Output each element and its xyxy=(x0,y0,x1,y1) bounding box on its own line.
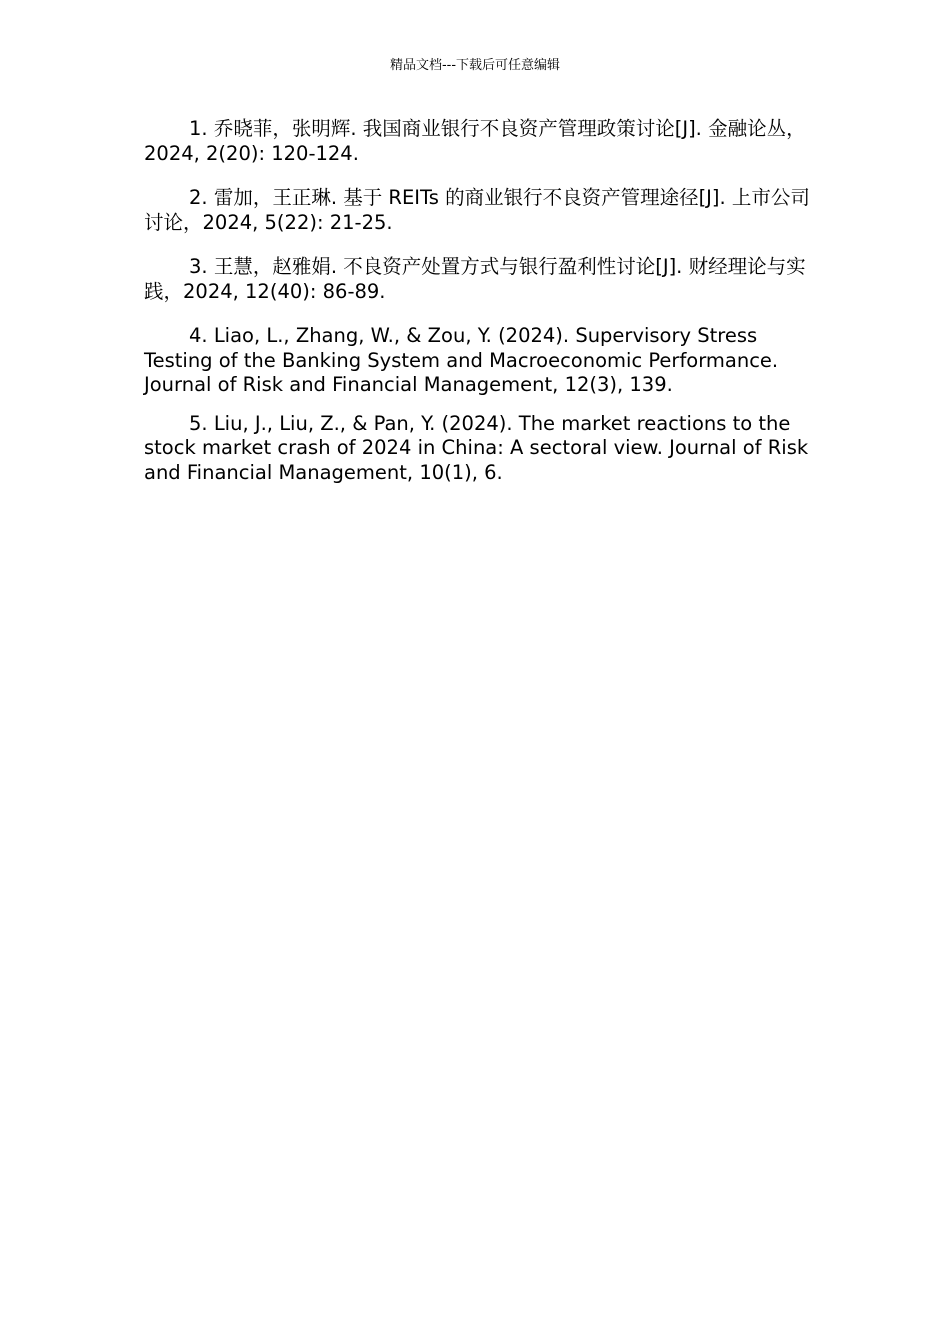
reference-list xyxy=(144,117,810,499)
reference-number: 3. xyxy=(189,255,208,278)
reference-text: 雷加，王正琳. 基于 REITs 的商业银行不良资产管理途径[J]. 上市公司讨论，2024, 5(22): 21-25. xyxy=(144,186,810,234)
reference-item xyxy=(144,324,810,398)
page-header: 精品文档---下载后可任意编辑 xyxy=(389,58,561,73)
reference-item xyxy=(144,117,810,166)
reference-item xyxy=(144,255,810,304)
reference-text: 乔晓菲，张明辉. 我国商业银行不良资产管理政策讨论[J]. 金融论丛，2024, 2(20): 120-124. xyxy=(144,117,806,165)
reference-number: 2. xyxy=(189,186,208,209)
reference-text: 王慧，赵雅娟. 不良资产处置方式与银行盈利性讨论[J]. 财经理论与实践，2024, 12(40): 86-89. xyxy=(144,255,806,303)
reference-number: 1. xyxy=(189,117,208,140)
reference-item xyxy=(144,412,810,486)
reference-number: 5. xyxy=(189,411,208,435)
reference-item xyxy=(144,186,810,235)
reference-text: Liao, L., Zhang, W., & Zou, Y. (2024). Supervisory Stress Testing of the Banking System and Macroeconomic Performance. Journal of Risk and Financial Management, 12(3), 139. xyxy=(144,324,779,396)
reference-text: Liu, J., Liu, Z., & Pan, Y. (2024). The market reactions to the stock market crash of 2024 in China: A sectoral view. Journal of Risk and Financial Management, 10(1), 6. xyxy=(144,411,809,484)
reference-number: 4. xyxy=(189,324,208,347)
